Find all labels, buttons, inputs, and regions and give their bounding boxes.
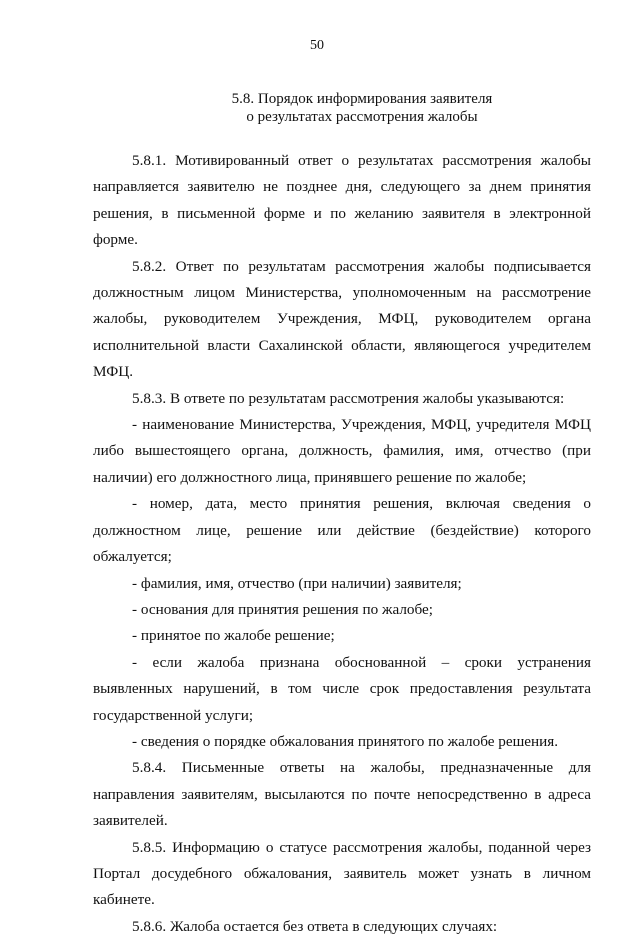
section-heading-line-1: 5.8. Порядок информирования заявителя bbox=[231, 91, 493, 107]
list-item: - принятое по жалобе решение; bbox=[132, 627, 335, 645]
list-item: - если жалоба признана обоснованной – сроки устранения выявленных нарушений, в том числе срок предоставления результата государственной услуги; bbox=[93, 653, 591, 724]
page-number: 50 bbox=[310, 38, 324, 53]
section-heading-line-2: о результатах рассмотрения жалобы bbox=[246, 109, 478, 125]
list-item: - номер, дата, место принятия решения, включая сведения о должностном лице, решение или действие (бездействие) которого обжалуется; bbox=[93, 495, 591, 566]
list-item: - фамилия, имя, отчество (при наличии) заявителя; bbox=[132, 574, 462, 592]
document-body bbox=[93, 148, 591, 940]
list-item: - наименование Министерства, Учреждения, МФЦ, учредителя МФЦ либо вышестоящего органа, должность, фамилия, имя, отчество (при наличии) его должностного лица, принявшего решение по жалобе; bbox=[93, 416, 591, 486]
list-item: - сведения о порядке обжалования принятого по жалобе решения. bbox=[132, 732, 559, 750]
paragraph-5-8-5: 5.8.5. Информацию о статусе рассмотрения жалобы, поданной через Портал досудебного обжалования, заявитель может узнать в личном кабинете. bbox=[93, 838, 591, 909]
paragraph-5-8-1: 5.8.1. Мотивированный ответ о результатах рассмотрения жалобы направляется заявителю не позднее дня, следующего за днем принятия решения, в письменной форме и по желанию заявителя в электронной форме. bbox=[93, 152, 591, 249]
paragraph-5-8-6: 5.8.6. Жалоба остается без ответа в следующих случаях: bbox=[132, 917, 498, 935]
paragraph-5-8-3: 5.8.3. В ответе по результатам рассмотрения жалобы указываются: bbox=[132, 389, 565, 407]
section-heading bbox=[90, 90, 634, 126]
paragraph-5-8-2: 5.8.2. Ответ по результатам рассмотрения жалобы подписывается должностным лицом Министерства, уполномоченным на рассмотрение жалобы, руководителем Учреждения, МФЦ, руководителем органа исполнительной власти Сахалинской области, являющегося учредителем МФЦ. bbox=[93, 257, 591, 381]
list-item: - основания для принятия решения по жалобе; bbox=[132, 600, 433, 618]
paragraph-5-8-4: 5.8.4. Письменные ответы на жалобы, предназначенные для направления заявителям, высылаются по почте непосредственно в адреса заявителей. bbox=[93, 759, 591, 830]
